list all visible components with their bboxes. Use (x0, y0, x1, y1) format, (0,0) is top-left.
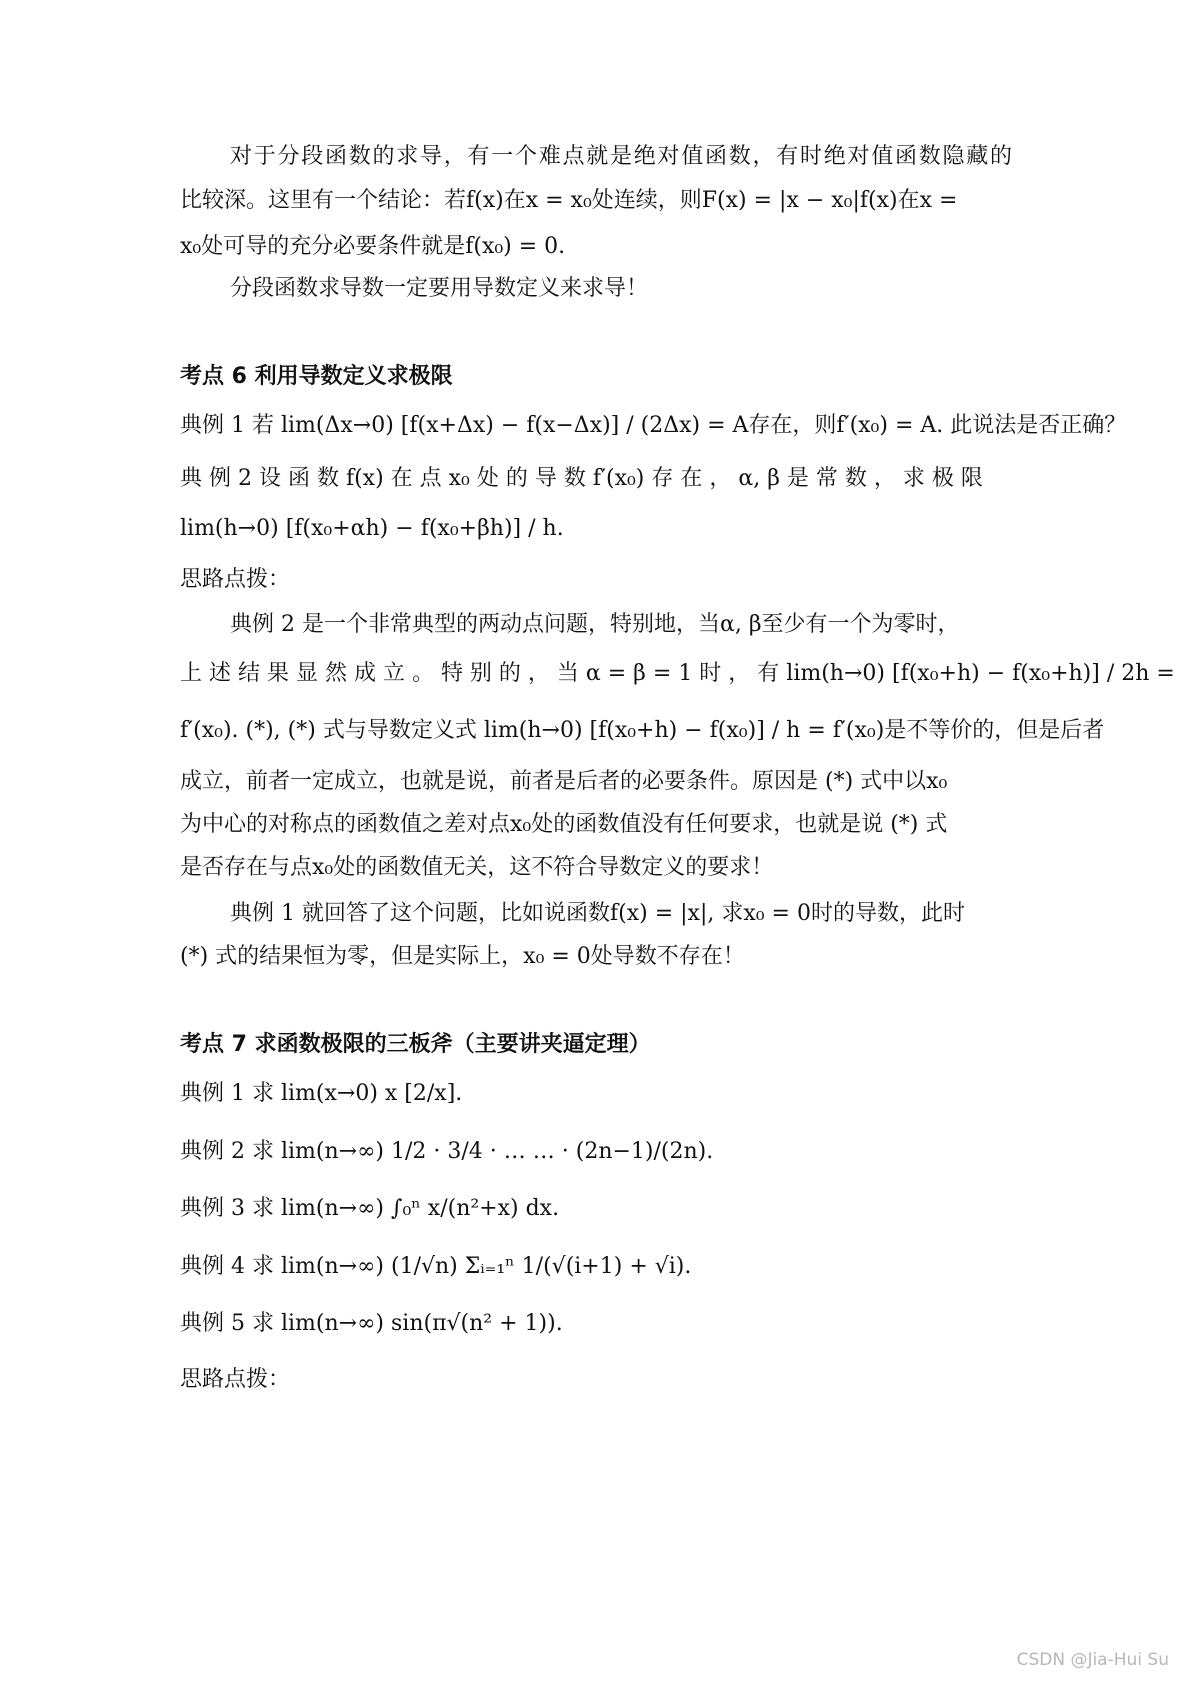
s7-example-4: 典例 4 求 lim(n→∞) (1/√n) Σᵢ₌₁ⁿ 1/(√(i+1) + √i). (180, 1254, 692, 1279)
section-6-heading: 考点 6 利用导数定义求极限 (180, 364, 453, 389)
paragraph-line: 对于分段函数的求导，有一个难点就是绝对值函数，有时绝对值函数隐藏的 (230, 144, 1012, 169)
hint-line: 典例 2 是一个非常典型的两动点问题，特别地，当α, β至少有一个为零时， (230, 612, 960, 637)
hint2-line: 典例 1 就回答了这个问题，比如说函数f(x) = |x|, 求x₀ = 0时的导数，此时 (230, 901, 965, 926)
paragraph-line: 分段函数求导数一定要用导数定义来求导！ (230, 276, 649, 301)
s7-example-2: 典例 2 求 lim(n→∞) 1/2 · 3/4 · … … · (2n−1)/(2n). (180, 1139, 714, 1164)
example-2-line1: 典 例 2 设 函 数 f(x) 在 点 x₀ 处 的 导 数 f′(x₀) 存 在 ， α, β 是 常 数 ， 求 极 限 (180, 466, 983, 491)
paragraph-line: x₀处可导的充分必要条件就是f(x₀) = 0. (180, 234, 566, 259)
hint2-line: (*) 式的结果恒为零，但是实际上，x₀ = 0处导数不存在！ (180, 944, 745, 969)
example-1: 典例 1 若 lim(Δx→0) [f(x+Δx) − f(x−Δx)] / (2Δx) = A存在，则f′(x₀) = A. 此说法是否正确？ (180, 413, 1127, 438)
example-2-line2: lim(h→0) [f(x₀+αh) − f(x₀+βh)] / h. (180, 516, 564, 541)
hint-line: f′(x₀). (*), (*) 式与导数定义式 lim(h→0) [f(x₀+h) − f(x₀)] / h = f′(x₀)是不等价的，但是后者 (180, 718, 1105, 743)
hint-line: 成立，前者一定成立，也就是说，前者是后者的必要条件。原因是 (*) 式中以x₀ (180, 769, 948, 794)
watermark: CSDN @Jia-Hui Su (1016, 1650, 1169, 1670)
s7-example-5: 典例 5 求 lim(n→∞) sin(π√(n² + 1)). (180, 1311, 563, 1336)
s7-example-3: 典例 3 求 lim(n→∞) ∫₀ⁿ x/(n²+x) dx. (180, 1196, 560, 1221)
hint-line: 上 述 结 果 显 然 成 立 。 特 别 的 ， 当 α = β = 1 时 ， 有 lim(h→0) [f(x₀+h) − f(x₀+h)] / 2h = (180, 661, 1175, 686)
section-7-heading: 考点 7 求函数极限的三板斧（主要讲夹逼定理） (180, 1032, 651, 1057)
hint-label: 思路点拨： (180, 567, 291, 592)
hint-line: 是否存在与点x₀处的函数值无关，这不符合导数定义的要求！ (180, 855, 774, 880)
hint-line: 为中心的对称点的函数值之差对点x₀处的函数值没有任何要求，也就是说 (*) 式 (180, 812, 948, 837)
s7-example-1: 典例 1 求 lim(x→0) x [2/x]. (180, 1081, 463, 1106)
s7-hint-label: 思路点拨： (180, 1367, 291, 1392)
paragraph-line: 比较深。这里有一个结论：若f(x)在x = x₀处连续，则F(x) = |x − x₀|f(x)在x = (180, 188, 958, 213)
